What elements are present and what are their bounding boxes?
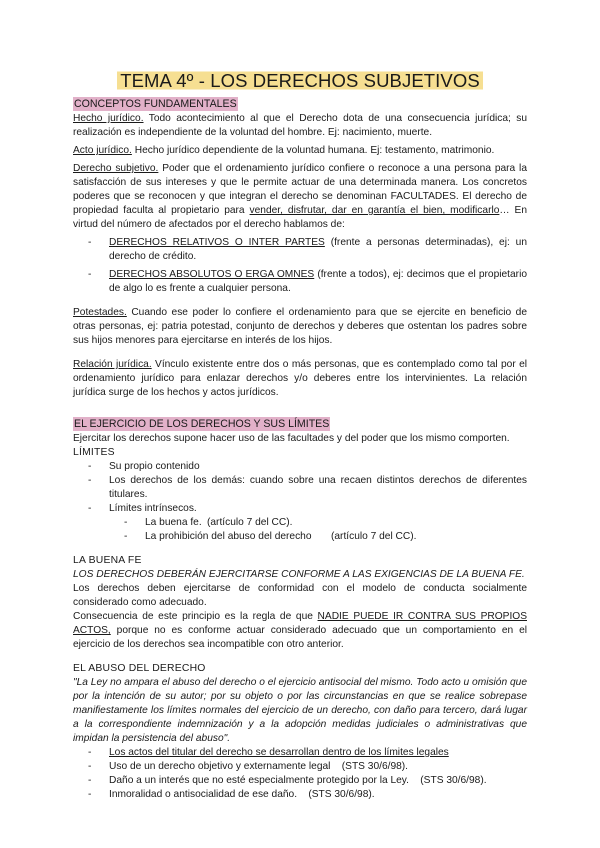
list-item: [109, 268, 527, 296]
term-derecho-subjetivo: Derecho subjetivo.: [73, 163, 159, 174]
buena-fe-text: Los derechos deben ejercitarse de conformidad con el modelo de conducta socialmente considerado como adecuado.: [73, 583, 527, 608]
sublimit-ref: (artículo 7 del CC).: [207, 517, 293, 528]
term-derechos-relativos: DERECHOS RELATIVOS O INTER PARTES: [109, 237, 325, 248]
list-item: [109, 236, 527, 264]
term-relacion-juridica: Relación jurídica.: [73, 359, 152, 370]
text-derecho-subjetivo-underlined: vender, disfrutar, dar en garantía el bien, modificarlo: [249, 205, 500, 216]
consecuencia-text-2: porque no es conforme actuar considerado adecuado que un comportamiento en el ejercicio de los derechos sea incompatible con otro anterior.: [73, 625, 527, 650]
list-item: - Uso de un derecho objetivo y externamente legal (STS 30/6/98).: [109, 760, 527, 774]
section-heading-ejercicio: EL EJERCICIO DE LOS DERECHOS Y SUS LÍMITES: [74, 418, 330, 430]
list-item: - Daño a un interés que no esté especialmente protegido por la Ley. (STS 30/6/98).: [109, 774, 527, 788]
paragraph-hecho-juridico: [73, 112, 527, 140]
text-derecho-subjetivo-2: … En virtud del número de afectados por el derecho hablamos de:: [73, 205, 528, 230]
sublimit-label: La buena fe.: [145, 517, 202, 528]
text-derecho-subjetivo-1: Poder que el ordenamiento jurídico confiere o reconoce a una persona para la satisfacción de sus intereses y que le permite actuar de una determinada manera. Los concretos poderes que se reconocen y que integran el derecho se denominan FACULTADES. El derecho de propiedad faculta al propietario para: [73, 163, 527, 216]
paragraph-potestades: [73, 306, 527, 348]
list-item: [145, 516, 527, 530]
list-tipos-derechos: [73, 236, 527, 296]
term-potestades: Potestades.: [73, 307, 127, 318]
list-item: - Los actos del titular del derecho se desarrollan dentro de los límites legales: [109, 746, 527, 760]
term-hecho-juridico: Hecho jurídico.: [73, 113, 144, 124]
heading-abuso-derecho: EL ABUSO DEL DERECHO: [73, 663, 206, 674]
list-limites: [73, 460, 527, 516]
page-title: TEMA 4º - LOS DERECHOS SUBJETIVOS: [117, 70, 483, 91]
limits-label: LÍMITES: [73, 447, 115, 458]
title-wrap: [73, 70, 527, 92]
paragraph-ejercicio-intro: Ejercitar los derechos supone hacer uso de las facultades y del poder que los mismo comporten.: [73, 433, 510, 444]
buena-fe-italic: LOS DERECHOS DEBERÁN EJERCITARSE CONFORME A LAS EXIGENCIAS DE LA BUENA FE.: [73, 569, 525, 580]
text-hecho-juridico: Todo acontecimiento al que el Derecho dota de una consecuencia jurídica; su realización es independiente de la voluntad del hombre. Ej: nacimiento, muerte.: [73, 113, 527, 138]
sublimit-label: La prohibición del abuso del derecho: [145, 531, 312, 542]
abuso-quote: "La Ley no ampara el abuso del derecho o el ejercicio antisocial del mismo. Todo acto u omisión que por la intención de su autor; por su objeto o por las circunstancias en que se realice sobrepase manifiestamente los límites normales del ejercicio de un derecho, con daño para tercero, dará lugar a la correspondiente indemnización y a la adopción medidas judiciales o administrativas que impidan la persistencia del abuso".: [73, 677, 527, 744]
section-heading-conceptos: CONCEPTOS FUNDAMENTALES: [74, 98, 237, 110]
consecuencia-underlined: NADIE PUEDE IR CONTRA SUS PROPIOS ACTOS,: [73, 611, 527, 636]
list-item: - Su propio contenido: [109, 460, 527, 474]
list-item: [145, 530, 527, 544]
text-relacion-juridica: Vínculo existente entre dos o más personas, que es contemplado como tal por el ordenamiento jurídico para enlazar derechos y/o deberes entre los intervinientes. La relación jurídica surge de los hechos y actos jurídicos.: [73, 359, 527, 398]
paragraph-relacion-juridica: [73, 358, 527, 400]
term-derechos-absolutos: DERECHOS ABSOLUTOS O ERGA OMNES: [109, 269, 315, 280]
consecuencia-text-1: Consecuencia de este principio es la regla de que: [73, 611, 318, 622]
text-derechos-absolutos: (frente a todos), ej: decimos que el propietario de algo lo es frente a cualquier persona.: [109, 269, 527, 294]
text-acto-juridico: Hecho jurídico dependiente de la voluntad humana. Ej: testamento, matrimonio.: [131, 145, 495, 156]
list-limites-intrinsecos: [73, 516, 527, 544]
heading-buena-fe: LA BUENA FE: [73, 555, 142, 566]
list-item: - Los derechos de los demás: cuando sobre una recaen distintos derechos de diferentes titulares.: [109, 474, 527, 502]
list-item: - Límites intrínsecos.: [109, 502, 527, 516]
list-item: - Inmoralidad o antisocialidad de ese daño. (STS 30/6/98).: [109, 788, 527, 802]
document-page: [73, 70, 527, 802]
list-abuso: [73, 746, 527, 802]
sublimit-ref: (artículo 7 del CC).: [331, 531, 417, 542]
text-derechos-relativos: (frente a personas determinadas), ej: un derecho de crédito.: [109, 237, 527, 262]
buena-fe-consecuencia: [73, 610, 527, 652]
paragraph-derecho-subjetivo: [73, 162, 527, 232]
term-acto-juridico: Acto jurídico.: [73, 145, 132, 156]
text-potestades: Cuando ese poder lo confiere el ordenamiento para que se ejercite en beneficio de otras personas, ej: patria potestad, conjunto de derechos y deberes que ostentan los padres sobre sus hijos menores para ejercitarse en interés de los hijos.: [73, 307, 527, 346]
paragraph-acto-juridico: [73, 144, 527, 158]
